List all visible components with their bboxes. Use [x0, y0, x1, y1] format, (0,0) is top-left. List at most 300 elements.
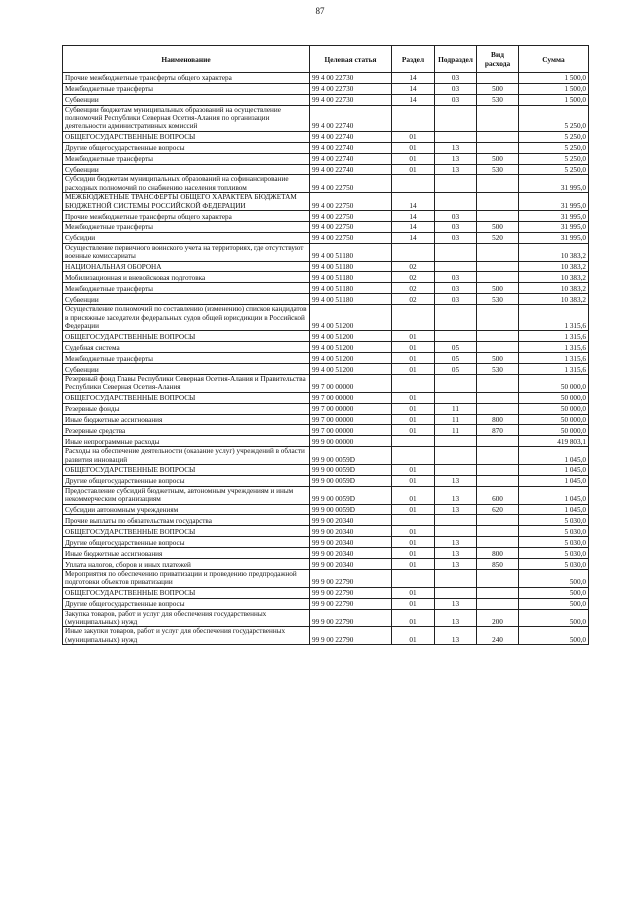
row-sum: 5 030,0: [519, 515, 589, 526]
row-target: 99 9 00 0059D: [310, 504, 392, 515]
table-header-row: [63, 46, 589, 73]
row-section: 01: [392, 392, 435, 403]
table-row: [63, 105, 589, 131]
table-row: [63, 425, 589, 436]
row-sum: 50 000,0: [519, 425, 589, 436]
row-expense-type: 500: [477, 221, 519, 232]
row-name: Другие общегосударственные вопросы: [63, 598, 310, 609]
row-expense-type: [477, 243, 519, 261]
row-section: 01: [392, 414, 435, 425]
row-section: 01: [392, 559, 435, 570]
row-expense-type: 200: [477, 609, 519, 627]
row-subsection: [435, 331, 477, 342]
row-target: 99 4 00 51200: [310, 364, 392, 375]
row-section: [392, 436, 435, 447]
row-section: 02: [392, 261, 435, 272]
row-target: 99 4 00 22740: [310, 142, 392, 153]
row-name: Иные бюджетные ассигнования: [63, 548, 310, 559]
header-name: Наименование: [63, 46, 310, 73]
row-subsection: 13: [435, 548, 477, 559]
row-section: [392, 447, 435, 465]
table-row: [63, 414, 589, 425]
table-row: [63, 353, 589, 364]
row-expense-type: 530: [477, 294, 519, 305]
row-name: Осуществление полномочий по составлению (изменению) списков кандидатов в присяжные заседатели федеральных судов общей юрисдикции в Российской Федерации: [63, 305, 310, 331]
row-expense-type: [477, 105, 519, 131]
row-subsection: [435, 261, 477, 272]
row-target: 99 4 00 22730: [310, 73, 392, 84]
row-target: 99 4 00 51180: [310, 272, 392, 283]
row-name: Мероприятия по обеспечению приватизации и проведению предпродажной подготовки объектов приватизации: [63, 569, 310, 587]
row-target: 99 9 00 22790: [310, 627, 392, 645]
table-row: [63, 587, 589, 598]
row-name: Другие общегосударственные вопросы: [63, 475, 310, 486]
row-sum: 10 383,2: [519, 243, 589, 261]
row-section: 01: [392, 504, 435, 515]
table-row: [63, 272, 589, 283]
row-section: 01: [392, 475, 435, 486]
table-row: [63, 153, 589, 164]
row-expense-type: [477, 272, 519, 283]
row-name: НАЦИОНАЛЬНАЯ ОБОРОНА: [63, 261, 310, 272]
row-subsection: 11: [435, 414, 477, 425]
row-target: 99 4 00 22750: [310, 232, 392, 243]
row-subsection: 13: [435, 598, 477, 609]
row-sum: 5 250,0: [519, 131, 589, 142]
row-name: Резервные фонды: [63, 403, 310, 414]
row-expense-type: [477, 142, 519, 153]
row-name: Иные закупки товаров, работ и услуг для обеспечения государственных (муниципальных) нужд: [63, 627, 310, 645]
table-row: [63, 175, 589, 193]
table-row: [63, 515, 589, 526]
row-target: 99 9 00 20340: [310, 559, 392, 570]
row-name: Межбюджетные трансферты: [63, 221, 310, 232]
row-name: Прочие выплаты по обязательствам государства: [63, 515, 310, 526]
row-target: 99 4 00 22740: [310, 164, 392, 175]
row-target: 99 4 00 22740: [310, 153, 392, 164]
row-subsection: 13: [435, 537, 477, 548]
row-section: [392, 374, 435, 392]
row-subsection: 11: [435, 403, 477, 414]
row-subsection: [435, 193, 477, 211]
row-target: 99 4 00 22750: [310, 211, 392, 222]
row-subsection: 03: [435, 94, 477, 105]
row-section: 01: [392, 364, 435, 375]
row-name: Предоставление субсидий бюджетным, автономным учреждениям и иным некоммерческим организациям: [63, 486, 310, 504]
row-target: 99 4 00 22750: [310, 193, 392, 211]
row-expense-type: [477, 403, 519, 414]
header-subsection: Подраздел: [435, 46, 477, 73]
table-row: [63, 342, 589, 353]
header-section: Раздел: [392, 46, 435, 73]
row-subsection: [435, 131, 477, 142]
row-subsection: [435, 305, 477, 331]
row-target: 99 9 00 0059D: [310, 464, 392, 475]
row-target: 99 4 00 51180: [310, 243, 392, 261]
row-target: 99 4 00 51200: [310, 305, 392, 331]
row-subsection: [435, 175, 477, 193]
row-expense-type: 600: [477, 486, 519, 504]
header-sum: Сумма: [519, 46, 589, 73]
row-sum: 500,0: [519, 627, 589, 645]
row-subsection: [435, 526, 477, 537]
row-section: 01: [392, 131, 435, 142]
table-row: [63, 142, 589, 153]
row-name: Резервный фонд Главы Республики Северная Осетия-Алания и Правительства Республики Северная Осетия-Алания: [63, 374, 310, 392]
row-name: Межбюджетные трансферты: [63, 153, 310, 164]
row-expense-type: 500: [477, 283, 519, 294]
row-expense-type: 850: [477, 559, 519, 570]
row-target: 99 7 00 00000: [310, 403, 392, 414]
row-target: 99 4 00 51180: [310, 283, 392, 294]
row-expense-type: [477, 526, 519, 537]
row-section: [392, 243, 435, 261]
row-subsection: 03: [435, 283, 477, 294]
row-subsection: 13: [435, 153, 477, 164]
row-subsection: 11: [435, 425, 477, 436]
row-name: Субвенции: [63, 294, 310, 305]
row-sum: 50 000,0: [519, 374, 589, 392]
row-expense-type: 520: [477, 232, 519, 243]
row-name: Резервные средства: [63, 425, 310, 436]
row-expense-type: [477, 537, 519, 548]
row-target: 99 9 00 0059D: [310, 475, 392, 486]
row-subsection: 05: [435, 353, 477, 364]
row-subsection: 03: [435, 232, 477, 243]
row-subsection: 03: [435, 221, 477, 232]
table-row: [63, 464, 589, 475]
row-sum: 1 045,0: [519, 447, 589, 465]
row-name: Осуществление первичного воинского учета на территориях, где отсутствуют военные комиссариаты: [63, 243, 310, 261]
table-row: [63, 609, 589, 627]
row-subsection: 13: [435, 475, 477, 486]
row-sum: 10 383,2: [519, 261, 589, 272]
row-target: 99 9 00 22790: [310, 569, 392, 587]
row-target: 99 4 00 51200: [310, 342, 392, 353]
row-subsection: 13: [435, 164, 477, 175]
row-name: Уплата налогов, сборов и иных платежей: [63, 559, 310, 570]
budget-table: [62, 45, 589, 645]
row-target: 99 9 00 00000: [310, 436, 392, 447]
row-name: ОБЩЕГОСУДАРСТВЕННЫЕ ВОПРОСЫ: [63, 526, 310, 537]
row-sum: 5 250,0: [519, 153, 589, 164]
table-row: [63, 364, 589, 375]
table-row: [63, 193, 589, 211]
row-subsection: 13: [435, 609, 477, 627]
row-expense-type: [477, 569, 519, 587]
row-sum: 1 045,0: [519, 486, 589, 504]
row-sum: 5 030,0: [519, 526, 589, 537]
row-sum: 31 995,0: [519, 221, 589, 232]
row-sum: 5 250,0: [519, 142, 589, 153]
page-number: 87: [315, 6, 325, 16]
row-subsection: 05: [435, 364, 477, 375]
row-expense-type: [477, 515, 519, 526]
row-name: ОБЩЕГОСУДАРСТВЕННЫЕ ВОПРОСЫ: [63, 131, 310, 142]
row-target: 99 4 00 22730: [310, 83, 392, 94]
table-row: [63, 392, 589, 403]
row-name: Субсидии автономным учреждениям: [63, 504, 310, 515]
table-row: [63, 331, 589, 342]
table-row: [63, 526, 589, 537]
row-sum: 10 383,2: [519, 272, 589, 283]
row-section: 01: [392, 353, 435, 364]
table-row: [63, 305, 589, 331]
row-sum: 1 045,0: [519, 504, 589, 515]
row-name: Межбюджетные трансферты: [63, 283, 310, 294]
row-subsection: 13: [435, 142, 477, 153]
row-expense-type: 870: [477, 425, 519, 436]
row-subsection: 13: [435, 627, 477, 645]
row-expense-type: [477, 331, 519, 342]
row-section: 01: [392, 164, 435, 175]
row-expense-type: 240: [477, 627, 519, 645]
row-name: Межбюджетные трансферты: [63, 83, 310, 94]
row-section: 01: [392, 342, 435, 353]
row-sum: 5 250,0: [519, 164, 589, 175]
row-expense-type: 800: [477, 548, 519, 559]
row-name: Другие общегосударственные вопросы: [63, 142, 310, 153]
row-sum: 1 315,6: [519, 342, 589, 353]
row-subsection: [435, 392, 477, 403]
row-target: 99 9 00 22790: [310, 587, 392, 598]
row-expense-type: 530: [477, 94, 519, 105]
row-target: 99 7 00 00000: [310, 374, 392, 392]
header-target: Целевая статья: [310, 46, 392, 73]
row-section: 01: [392, 331, 435, 342]
row-expense-type: [477, 436, 519, 447]
row-section: 14: [392, 83, 435, 94]
row-target: 99 4 00 51180: [310, 261, 392, 272]
row-expense-type: [477, 587, 519, 598]
row-target: 99 9 00 20340: [310, 548, 392, 559]
row-sum: 1 315,6: [519, 331, 589, 342]
row-target: 99 7 00 00000: [310, 425, 392, 436]
row-name: ОБЩЕГОСУДАРСТВЕННЫЕ ВОПРОСЫ: [63, 587, 310, 598]
table-row: [63, 374, 589, 392]
row-sum: 1 500,0: [519, 94, 589, 105]
row-section: 01: [392, 425, 435, 436]
row-subsection: [435, 569, 477, 587]
row-subsection: 03: [435, 211, 477, 222]
row-target: 99 4 00 22740: [310, 131, 392, 142]
row-sum: 31 995,0: [519, 175, 589, 193]
row-sum: 1 315,6: [519, 364, 589, 375]
row-expense-type: [477, 175, 519, 193]
row-target: 99 4 00 51200: [310, 353, 392, 364]
table-row: [63, 475, 589, 486]
table-row: [63, 627, 589, 645]
row-subsection: 03: [435, 73, 477, 84]
table-row: [63, 131, 589, 142]
row-name: Субвенции: [63, 94, 310, 105]
row-sum: 1 500,0: [519, 73, 589, 84]
row-section: 02: [392, 272, 435, 283]
row-target: 99 9 00 22790: [310, 598, 392, 609]
row-subsection: [435, 464, 477, 475]
row-expense-type: 620: [477, 504, 519, 515]
row-sum: 1 500,0: [519, 83, 589, 94]
row-sum: 5 030,0: [519, 537, 589, 548]
row-subsection: 13: [435, 559, 477, 570]
row-subsection: 13: [435, 486, 477, 504]
table-row: [63, 537, 589, 548]
table-body: [63, 73, 589, 645]
row-name: Закупка товаров, работ и услуг для обеспечения государственных (муниципальных) нужд: [63, 609, 310, 627]
table-row: [63, 569, 589, 587]
row-section: 01: [392, 526, 435, 537]
row-subsection: [435, 515, 477, 526]
row-section: 01: [392, 537, 435, 548]
row-target: 99 4 00 51200: [310, 331, 392, 342]
row-subsection: [435, 587, 477, 598]
row-expense-type: [477, 131, 519, 142]
row-expense-type: [477, 342, 519, 353]
row-expense-type: [477, 211, 519, 222]
row-sum: 5 030,0: [519, 548, 589, 559]
row-target: 99 7 00 00000: [310, 414, 392, 425]
row-sum: 50 000,0: [519, 414, 589, 425]
row-target: 99 9 00 0059D: [310, 486, 392, 504]
row-subsection: [435, 374, 477, 392]
row-name: МЕЖБЮДЖЕТНЫЕ ТРАНСФЕРТЫ ОБЩЕГО ХАРАКТЕРА БЮДЖЕТАМ БЮДЖЕТНОЙ СИСТЕМЫ РОССИЙСКОЙ ФЕДЕРАЦИИ: [63, 193, 310, 211]
row-expense-type: 800: [477, 414, 519, 425]
row-subsection: [435, 243, 477, 261]
row-name: Судебная система: [63, 342, 310, 353]
row-section: 01: [392, 609, 435, 627]
table-row: [63, 447, 589, 465]
row-sum: 31 995,0: [519, 232, 589, 243]
row-sum: 5 250,0: [519, 105, 589, 131]
row-section: 01: [392, 548, 435, 559]
row-section: 14: [392, 73, 435, 84]
row-sum: 5 030,0: [519, 559, 589, 570]
table-row: [63, 598, 589, 609]
row-sum: 1 045,0: [519, 475, 589, 486]
row-section: [392, 305, 435, 331]
row-sum: 31 995,0: [519, 211, 589, 222]
header-expense-type: Вид расхода: [477, 46, 519, 73]
row-sum: 1 315,6: [519, 353, 589, 364]
row-sum: 500,0: [519, 609, 589, 627]
row-name: Субсидии бюджетам муниципальных образований на софинансирование расходных полномочий по снабжению населения топливом: [63, 175, 310, 193]
row-name: Межбюджетные трансферты: [63, 353, 310, 364]
row-expense-type: [477, 464, 519, 475]
row-section: [392, 569, 435, 587]
table-row: [63, 232, 589, 243]
row-target: 99 9 00 20340: [310, 526, 392, 537]
table-row: [63, 504, 589, 515]
row-sum: 1 045,0: [519, 464, 589, 475]
row-target: 99 9 00 22790: [310, 609, 392, 627]
row-expense-type: [477, 447, 519, 465]
row-subsection: [435, 436, 477, 447]
row-sum: 1 315,6: [519, 305, 589, 331]
row-section: 01: [392, 153, 435, 164]
row-target: 99 7 00 00000: [310, 392, 392, 403]
row-sum: 31 995,0: [519, 193, 589, 211]
table-row: [63, 83, 589, 94]
row-target: 99 4 00 22740: [310, 105, 392, 131]
table-row: [63, 559, 589, 570]
row-name: Иные непрограммные расходы: [63, 436, 310, 447]
row-target: 99 4 00 22750: [310, 221, 392, 232]
row-section: [392, 105, 435, 131]
table-row: [63, 548, 589, 559]
row-section: [392, 175, 435, 193]
row-sum: 419 803,1: [519, 436, 589, 447]
table-row: [63, 221, 589, 232]
table-row: [63, 164, 589, 175]
row-expense-type: 530: [477, 164, 519, 175]
row-sum: 500,0: [519, 587, 589, 598]
row-name: Субвенции: [63, 164, 310, 175]
row-expense-type: 500: [477, 83, 519, 94]
row-sum: 500,0: [519, 569, 589, 587]
row-name: Субсидии: [63, 232, 310, 243]
row-sum: 10 383,2: [519, 294, 589, 305]
row-expense-type: 500: [477, 353, 519, 364]
row-name: Субвенции: [63, 364, 310, 375]
row-name: Другие общегосударственные вопросы: [63, 537, 310, 548]
row-subsection: [435, 447, 477, 465]
row-sum: 10 383,2: [519, 283, 589, 294]
row-section: 01: [392, 598, 435, 609]
row-subsection: 03: [435, 294, 477, 305]
row-section: 01: [392, 403, 435, 414]
row-sum: 500,0: [519, 598, 589, 609]
row-subsection: 05: [435, 342, 477, 353]
row-name: Иные бюджетные ассигнования: [63, 414, 310, 425]
row-subsection: 03: [435, 272, 477, 283]
row-section: 01: [392, 627, 435, 645]
row-name: Субвенции бюджетам муниципальных образований на осуществление полномочий Республики Северная Осетия-Алания по организации деятельности административных комиссий: [63, 105, 310, 131]
table-row: [63, 486, 589, 504]
row-subsection: [435, 105, 477, 131]
row-section: [392, 515, 435, 526]
row-subsection: 03: [435, 83, 477, 94]
table-row: [63, 294, 589, 305]
table-row: [63, 211, 589, 222]
row-section: 14: [392, 221, 435, 232]
row-expense-type: 530: [477, 364, 519, 375]
row-expense-type: [477, 261, 519, 272]
row-target: 99 9 00 0059D: [310, 447, 392, 465]
table-row: [63, 283, 589, 294]
row-section: 14: [392, 232, 435, 243]
row-section: 01: [392, 486, 435, 504]
row-name: Мобилизационная и вневойсковая подготовка: [63, 272, 310, 283]
table-row: [63, 73, 589, 84]
row-expense-type: 500: [477, 153, 519, 164]
row-section: 01: [392, 587, 435, 598]
row-expense-type: [477, 374, 519, 392]
table-row: [63, 94, 589, 105]
row-name: Прочие межбюджетные трансферты общего характера: [63, 73, 310, 84]
row-section: 01: [392, 464, 435, 475]
row-target: 99 4 00 22750: [310, 175, 392, 193]
row-section: 02: [392, 294, 435, 305]
row-target: 99 9 00 20340: [310, 537, 392, 548]
row-name: ОБЩЕГОСУДАРСТВЕННЫЕ ВОПРОСЫ: [63, 464, 310, 475]
row-section: 14: [392, 211, 435, 222]
row-section: 14: [392, 193, 435, 211]
row-target: 99 9 00 20340: [310, 515, 392, 526]
row-name: Прочие межбюджетные трансферты общего характера: [63, 211, 310, 222]
row-name: ОБЩЕГОСУДАРСТВЕННЫЕ ВОПРОСЫ: [63, 392, 310, 403]
row-expense-type: [477, 73, 519, 84]
row-sum: 50 000,0: [519, 403, 589, 414]
